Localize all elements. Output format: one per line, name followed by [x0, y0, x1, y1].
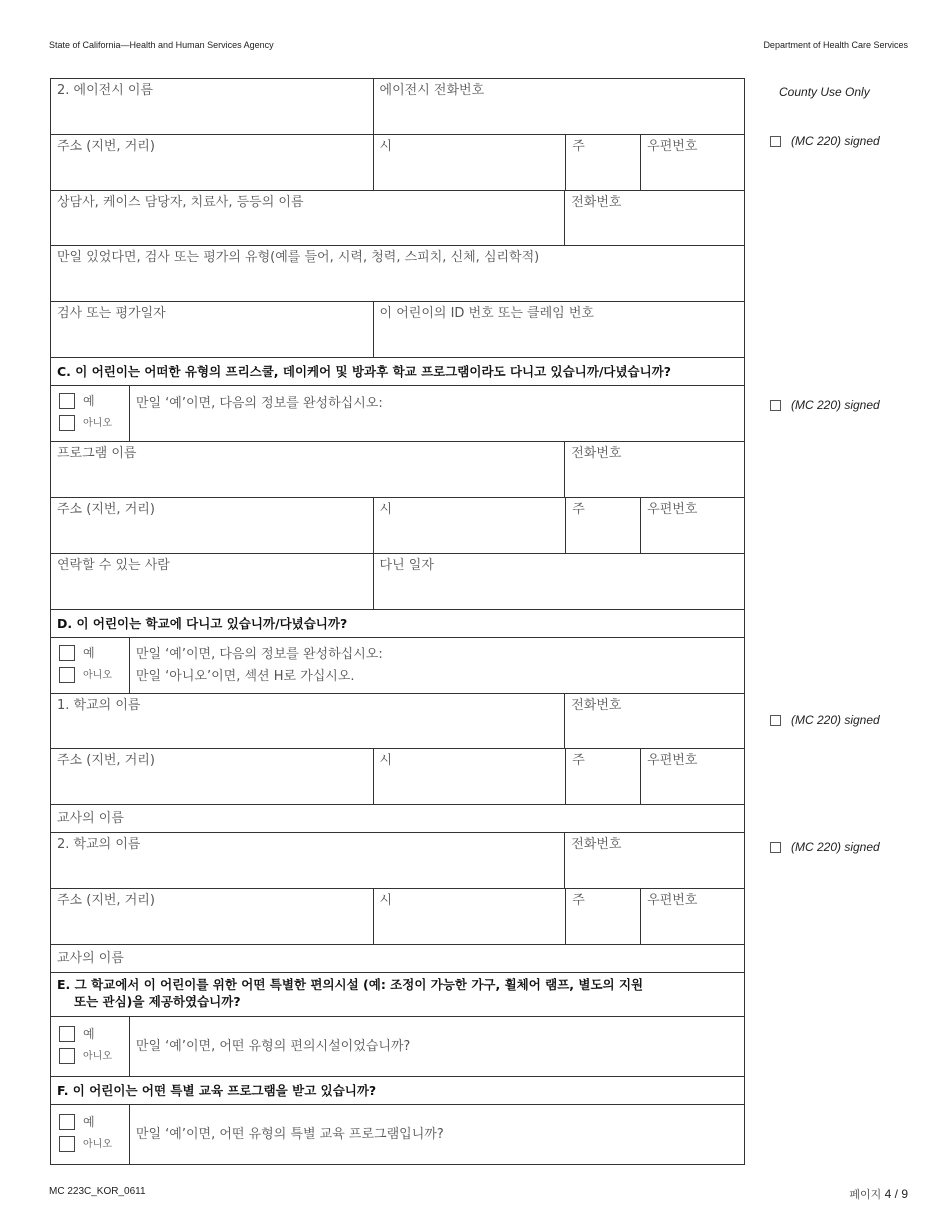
test-type-field[interactable]: 만일 있었다면, 검사 또는 평가의 유형(예를 들어, 시력, 청력, 스피치, 신체, 심리학적)	[57, 250, 540, 265]
school1-name-field[interactable]: 1. 학교의 이름	[57, 698, 141, 713]
program-city-field[interactable]: 시	[373, 498, 566, 554]
agency-phone-field[interactable]: 에이전시 전화번호	[373, 79, 744, 135]
section-c-yes-no: 예 아니오	[51, 386, 129, 442]
section-f-question: F. 이 어린이는 어떤 특별 교육 프로그램을 받고 있습니까?	[57, 1083, 377, 1098]
yes-checkbox[interactable]	[59, 1026, 75, 1042]
school2-address-row	[51, 889, 744, 945]
main-form	[50, 78, 745, 1165]
county-signed-checkbox-3[interactable]: (MC 220) signed	[770, 713, 880, 727]
program-contact-row	[51, 554, 744, 610]
county-use-title: County Use Only	[779, 85, 870, 99]
no-checkbox[interactable]	[59, 667, 75, 683]
section-c-yes-no-row	[51, 386, 744, 442]
school2-state-field[interactable]: 주	[565, 889, 640, 945]
section-d-question: D. 이 어린이는 학교에 다니고 있습니까/다녔습니까?	[57, 616, 348, 631]
county-signed-checkbox-2[interactable]: (MC 220) signed	[770, 398, 880, 412]
school1-zip-field[interactable]: 우편번호	[640, 749, 744, 805]
county-signed-checkbox-4[interactable]: (MC 220) signed	[770, 840, 880, 854]
section-e-yes-no-row	[51, 1017, 744, 1077]
yes-checkbox[interactable]	[59, 393, 75, 409]
section-e-instruction: 만일 ‘예’이면, 어떤 유형의 편의시설이었습니까?	[129, 1017, 744, 1077]
program-address-field[interactable]: 주소 (지번, 거리)	[57, 502, 155, 517]
county-signed-checkbox-1[interactable]: (MC 220) signed	[770, 134, 880, 148]
section-d-instruction: 만일 ‘예’이면, 다음의 정보를 완성하십시오: 만일 ‘아니오’이면, 섹션 H로 가십시오.	[129, 638, 744, 694]
counselor-name-field[interactable]: 상담사, 케이스 담당자, 치료사, 등등의 이름	[57, 195, 304, 210]
program-zip-field[interactable]: 우편번호	[640, 498, 744, 554]
header-department: Department of Health Care Services	[763, 40, 908, 50]
program-name-row	[51, 442, 744, 498]
checkbox-icon[interactable]	[770, 715, 781, 726]
school2-phone-field[interactable]: 전화번호	[564, 833, 744, 889]
header-agency: State of California—Health and Human Services Agency	[49, 40, 274, 50]
agency-name-field[interactable]: 2. 에이전시 이름	[57, 83, 154, 98]
page-number: 페이지 4 / 9	[849, 1187, 908, 1201]
school1-address-field[interactable]: 주소 (지번, 거리)	[57, 753, 155, 768]
child-id-field[interactable]: 이 어린이의 ID 번호 또는 클레임 번호	[373, 302, 744, 358]
school2-name-row	[51, 833, 744, 889]
section-f-instruction: 만일 ‘예’이면, 어떤 유형의 특별 교육 프로그램입니까?	[129, 1105, 744, 1165]
section-d-yes-no-row	[51, 638, 744, 694]
section-e-header	[51, 973, 744, 1017]
program-address-row	[51, 498, 744, 554]
school2-teacher-field[interactable]: 교사의 이름	[57, 951, 124, 966]
school1-state-field[interactable]: 주	[565, 749, 640, 805]
agency-name-row	[51, 79, 744, 135]
section-f-header	[51, 1077, 744, 1105]
counselor-phone-field[interactable]: 전화번호	[564, 191, 744, 246]
section-d-yes-no: 예 아니오	[51, 638, 129, 694]
program-contact-field[interactable]: 연락할 수 있는 사람	[57, 558, 170, 573]
checkbox-icon[interactable]	[770, 136, 781, 147]
school1-name-row	[51, 694, 744, 749]
school2-zip-field[interactable]: 우편번호	[640, 889, 744, 945]
school1-phone-field[interactable]: 전화번호	[564, 694, 744, 749]
agency-city-field[interactable]: 시	[373, 135, 566, 191]
agency-state-field[interactable]: 주	[565, 135, 640, 191]
yes-checkbox[interactable]	[59, 1114, 75, 1130]
school2-teacher-row	[51, 945, 744, 973]
test-date-field[interactable]: 검사 또는 평가일자	[57, 306, 166, 321]
school2-address-field[interactable]: 주소 (지번, 거리)	[57, 893, 155, 908]
checkbox-icon[interactable]	[770, 400, 781, 411]
section-f-yes-no-row	[51, 1105, 744, 1165]
form-code: MC 223C_KOR_0611	[49, 1186, 146, 1197]
test-type-row	[51, 246, 744, 302]
school2-name-field[interactable]: 2. 학교의 이름	[57, 837, 141, 852]
program-phone-field[interactable]: 전화번호	[564, 442, 744, 498]
school1-address-row	[51, 749, 744, 805]
test-date-row	[51, 302, 744, 358]
school2-city-field[interactable]: 시	[373, 889, 566, 945]
section-f-yes-no: 예 아니오	[51, 1105, 129, 1165]
no-checkbox[interactable]	[59, 1136, 75, 1152]
school1-city-field[interactable]: 시	[373, 749, 566, 805]
section-c-instruction: 만일 ‘예’이면, 다음의 정보를 완성하십시오:	[129, 386, 744, 442]
section-c-header	[51, 358, 744, 386]
section-d-header	[51, 610, 744, 638]
agency-zip-field[interactable]: 우편번호	[640, 135, 744, 191]
no-checkbox[interactable]	[59, 415, 75, 431]
section-e-question: E. 그 학교에서 이 어린이를 위한 어떤 특별한 편의시설 (예: 조정이 가능한 가구, 휠체어 램프, 별도의 지원 또는 관심)을 제공하였습니까?	[57, 977, 644, 1009]
program-name-field[interactable]: 프로그램 이름	[57, 446, 137, 461]
checkbox-icon[interactable]	[770, 842, 781, 853]
agency-address-field[interactable]: 주소 (지번, 거리)	[57, 139, 155, 154]
program-dates-field[interactable]: 다닌 일자	[373, 554, 744, 610]
school1-teacher-row	[51, 805, 744, 833]
section-e-yes-no: 예 아니오	[51, 1017, 129, 1077]
school1-teacher-field[interactable]: 교사의 이름	[57, 811, 124, 826]
counselor-row	[51, 191, 744, 246]
agency-address-row	[51, 135, 744, 191]
section-c-question: C. 이 어린이는 어떠한 유형의 프리스쿨, 데이케어 및 방과후 학교 프로그램이라도 다니고 있습니까/다녔습니까?	[57, 364, 672, 379]
no-checkbox[interactable]	[59, 1048, 75, 1064]
program-state-field[interactable]: 주	[565, 498, 640, 554]
yes-checkbox[interactable]	[59, 645, 75, 661]
